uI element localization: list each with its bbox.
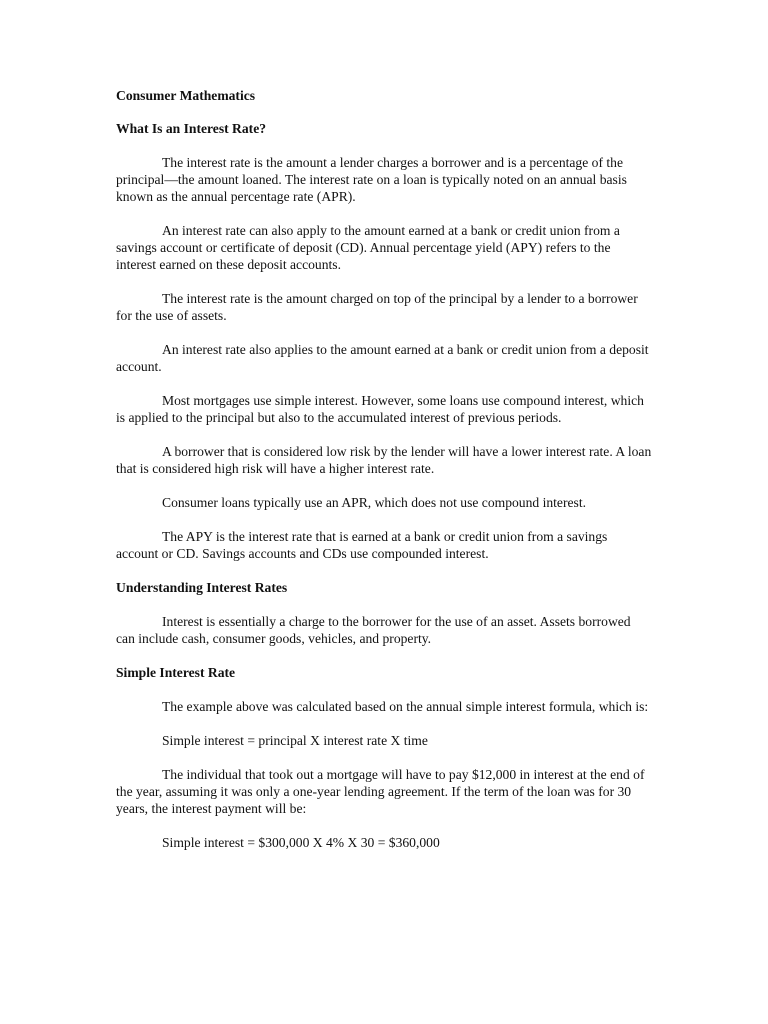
paragraph: The APY is the interest rate that is earned at a bank or credit union from a savings account or CD. Savings accounts and CDs use compounded interest. — [116, 529, 608, 561]
paragraph: Consumer loans typically use an APR, which does not use compound interest. — [162, 495, 586, 510]
section-heading: Understanding Interest Rates — [116, 580, 288, 595]
paragraph: Interest is essentially a charge to the borrower for the use of an asset. Assets borrowed can include cash, consumer goods, vehicles, and property. — [116, 614, 631, 646]
paragraph: The example above was calculated based on the annual simple interest formula, which is: — [162, 699, 649, 714]
section-heading: Simple Interest Rate — [116, 665, 236, 680]
paragraph: A borrower that is considered low risk by the lender will have a lower interest rate. A loan that is considered high risk will have a higher interest rate. — [116, 444, 652, 476]
paragraph: The interest rate is the amount a lender charges a borrower and is a percentage of the principal—the amount loaned. The interest rate on a loan is typically noted on an annual basis known as the annual percentage rate (APR). — [116, 155, 627, 204]
paragraph: An interest rate can also apply to the amount earned at a bank or credit union from a savings account or certificate of deposit (CD). Annual percentage yield (APY) refers to the interest earned on these deposit accounts. — [116, 223, 620, 272]
section-simple-interest-rate — [116, 664, 652, 851]
paragraph: The interest rate is the amount charged on top of the principal by a lender to a borrower for the use of assets. — [116, 291, 638, 323]
paragraph: An interest rate also applies to the amount earned at a bank or credit union from a deposit account. — [116, 342, 649, 374]
section-understanding-interest-rates — [116, 579, 652, 647]
paragraph: The individual that took out a mortgage will have to pay $12,000 in interest at the end of the year, assuming it was only a one-year lending agreement. If the term of the loan was for 30 years, the interest payment will be: — [116, 767, 645, 816]
paragraph: Most mortgages use simple interest. However, some loans use compound interest, which is applied to the principal but also to the accumulated interest of previous periods. — [116, 393, 644, 425]
formula-line: Simple interest = $300,000 X 4% X 30 = $360,000 — [162, 835, 440, 850]
formula-line: Simple interest = principal X interest rate X time — [162, 733, 428, 748]
section-interest-rate — [116, 120, 652, 562]
section-heading: What Is an Interest Rate? — [116, 121, 267, 136]
document-title: Consumer Mathematics — [116, 88, 256, 103]
